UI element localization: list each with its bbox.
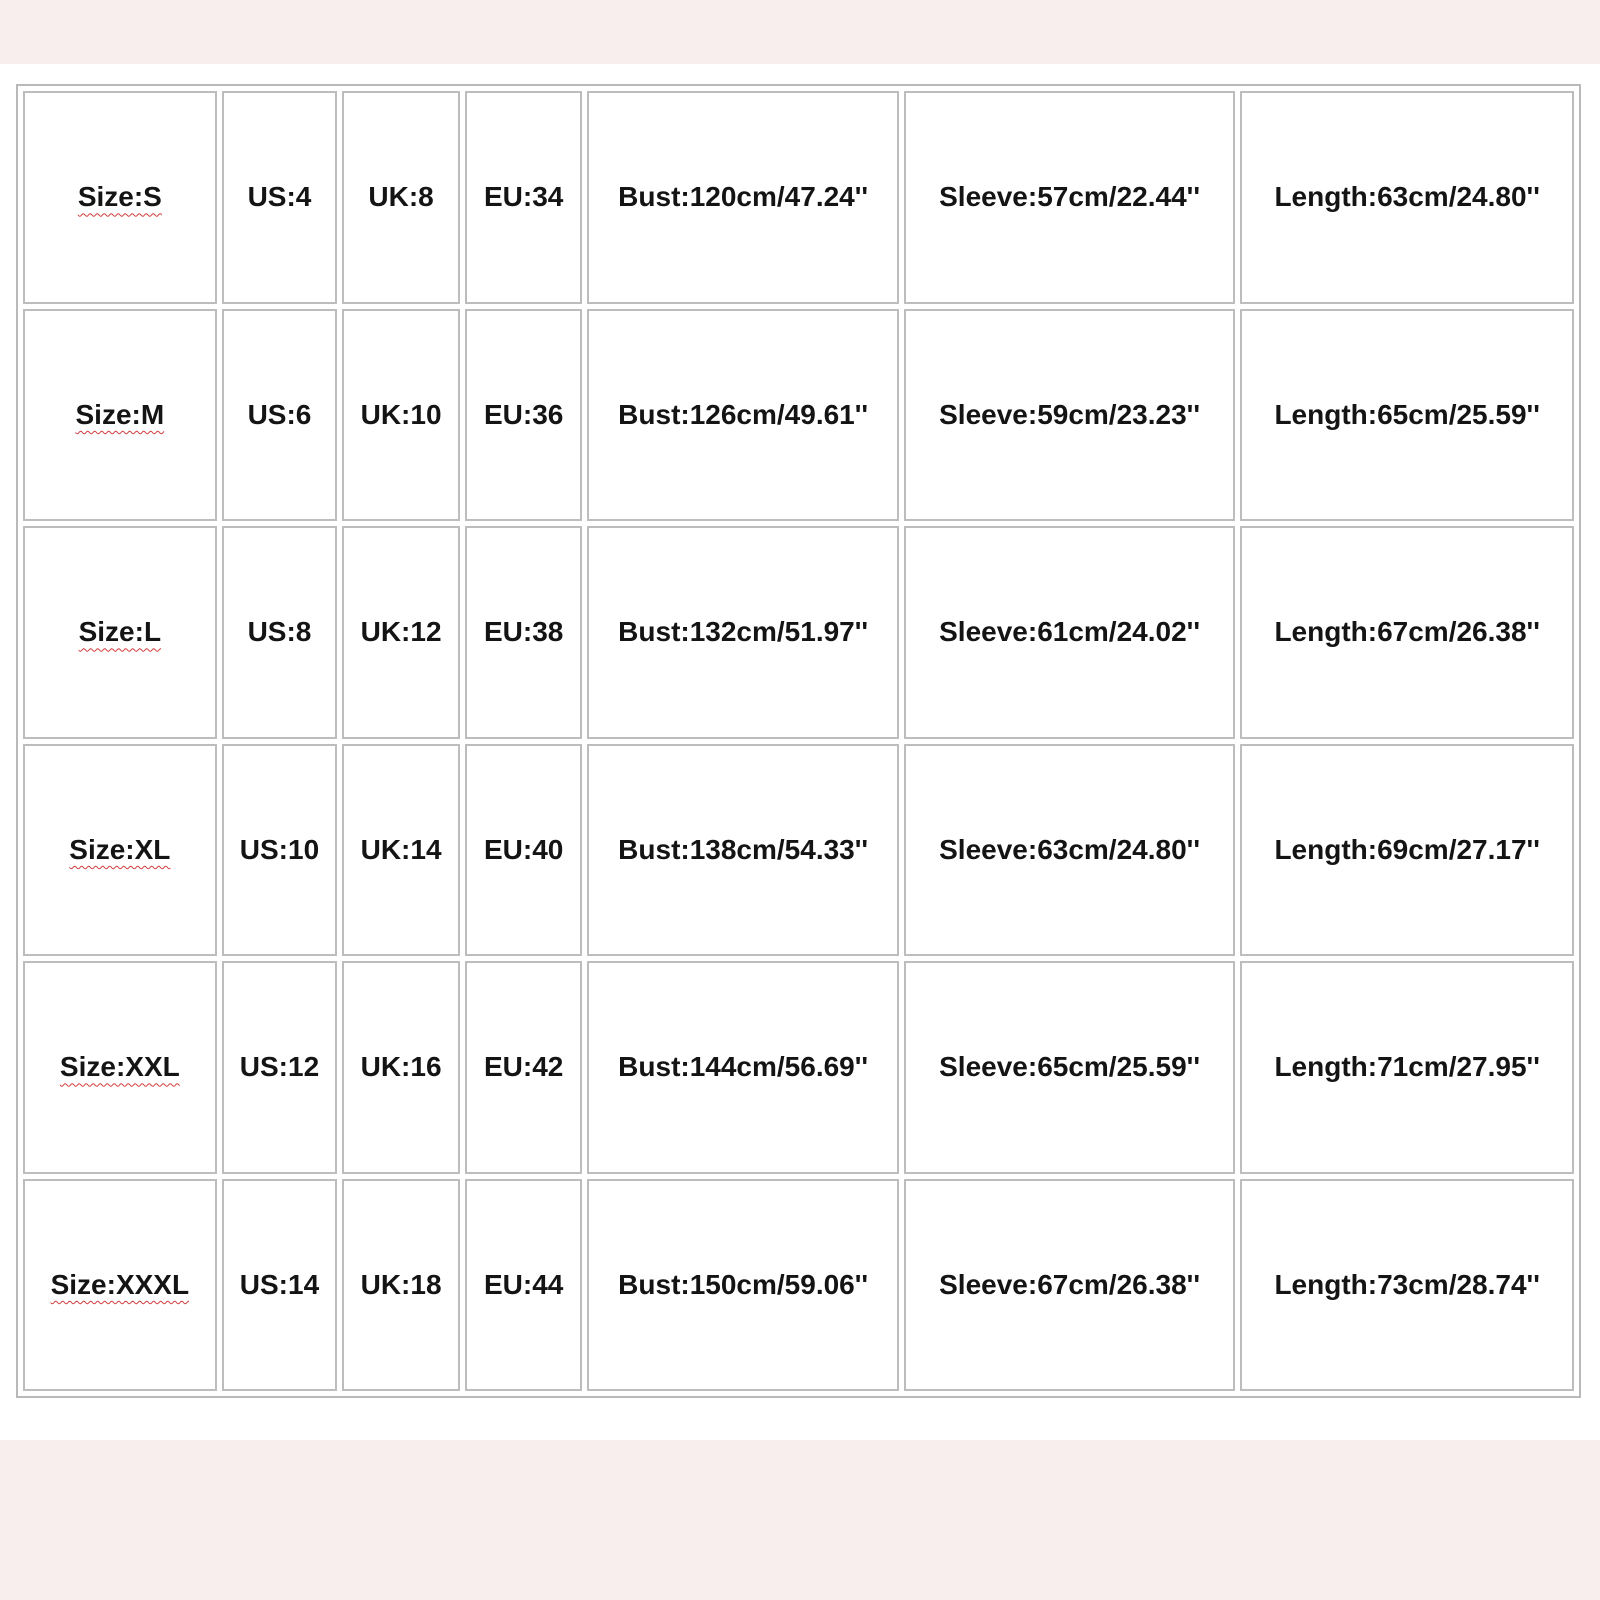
us-size-cell: US:12 xyxy=(222,961,338,1174)
size-cell xyxy=(23,1179,217,1392)
size-label: Size:M xyxy=(75,398,165,430)
uk-size-cell: UK:8 xyxy=(342,91,460,304)
eu-size-cell: EU:36 xyxy=(465,309,583,522)
size-label: Size:XL xyxy=(69,833,171,865)
size-label: Size:XXXL xyxy=(50,1268,190,1300)
uk-size-cell: UK:16 xyxy=(342,961,460,1174)
size-row-xxxl xyxy=(23,1179,1574,1392)
us-size-cell: US:8 xyxy=(222,526,338,739)
size-chart-panel xyxy=(0,64,1600,1440)
us-size-cell: US:10 xyxy=(222,744,338,957)
size-label: Size:L xyxy=(78,616,162,648)
us-size-cell: US:4 xyxy=(222,91,338,304)
eu-size-cell: EU:40 xyxy=(465,744,583,957)
size-chart-table xyxy=(16,84,1581,1398)
sleeve-cell: Sleeve:57cm/22.44'' xyxy=(904,91,1236,304)
length-cell: Length:65cm/25.59'' xyxy=(1240,309,1574,522)
size-cell xyxy=(23,309,217,522)
sleeve-cell: Sleeve:63cm/24.80'' xyxy=(904,744,1236,957)
length-cell: Length:63cm/24.80'' xyxy=(1240,91,1574,304)
bust-cell: Bust:120cm/47.24'' xyxy=(587,91,898,304)
uk-size-cell: UK:10 xyxy=(342,309,460,522)
size-cell xyxy=(23,91,217,304)
eu-size-cell: EU:44 xyxy=(465,1179,583,1392)
uk-size-cell: UK:18 xyxy=(342,1179,460,1392)
sleeve-cell: Sleeve:59cm/23.23'' xyxy=(904,309,1236,522)
size-row-l xyxy=(23,526,1574,739)
us-size-cell: US:6 xyxy=(222,309,338,522)
size-row-xl xyxy=(23,744,1574,957)
size-cell xyxy=(23,961,217,1174)
sleeve-cell: Sleeve:61cm/24.02'' xyxy=(904,526,1236,739)
size-cell xyxy=(23,744,217,957)
size-row-s xyxy=(23,91,1574,304)
length-cell: Length:73cm/28.74'' xyxy=(1240,1179,1574,1392)
bust-cell: Bust:126cm/49.61'' xyxy=(587,309,898,522)
size-row-m xyxy=(23,309,1574,522)
eu-size-cell: EU:38 xyxy=(465,526,583,739)
bust-cell: Bust:150cm/59.06'' xyxy=(587,1179,898,1392)
uk-size-cell: UK:12 xyxy=(342,526,460,739)
size-row-xxl xyxy=(23,961,1574,1174)
length-cell: Length:71cm/27.95'' xyxy=(1240,961,1574,1174)
eu-size-cell: EU:42 xyxy=(465,961,583,1174)
eu-size-cell: EU:34 xyxy=(465,91,583,304)
size-label: Size:S xyxy=(77,181,162,213)
size-label: Size:XXL xyxy=(59,1051,180,1083)
uk-size-cell: UK:14 xyxy=(342,744,460,957)
size-cell xyxy=(23,526,217,739)
bust-cell: Bust:138cm/54.33'' xyxy=(587,744,898,957)
bust-cell: Bust:144cm/56.69'' xyxy=(587,961,898,1174)
sleeve-cell: Sleeve:65cm/25.59'' xyxy=(904,961,1236,1174)
us-size-cell: US:14 xyxy=(222,1179,338,1392)
sleeve-cell: Sleeve:67cm/26.38'' xyxy=(904,1179,1236,1392)
length-cell: Length:69cm/27.17'' xyxy=(1240,744,1574,957)
bust-cell: Bust:132cm/51.97'' xyxy=(587,526,898,739)
length-cell: Length:67cm/26.38'' xyxy=(1240,526,1574,739)
